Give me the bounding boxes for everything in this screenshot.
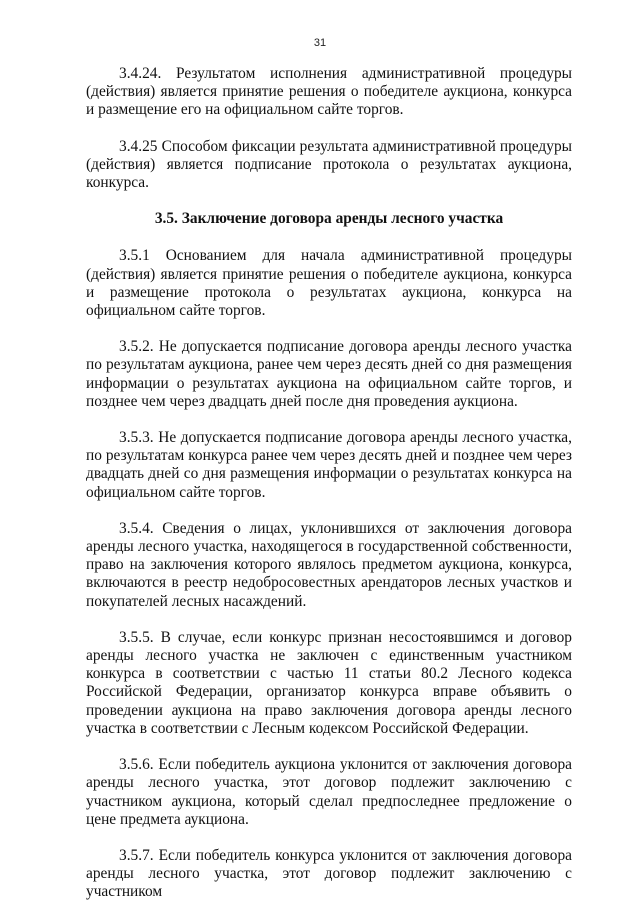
paragraph-3-5-7: 3.5.7. Если победитель конкурса уклонится от заключения договора аренды лесного участка, этот договор подлежит заключению с участником xyxy=(86,846,572,901)
paragraph-3-4-25: 3.4.25 Способом фиксации результата административной процедуры (действия) является подписание протокола о результатах аукциона, конкурса. xyxy=(86,137,572,192)
paragraph-3-5-6: 3.5.6. Если победитель аукциона уклонится от заключения договора аренды лесного участка, этот договор подлежит заключению с участником аукциона, который сделал предпоследнее предложение о цене предмета аукциона. xyxy=(86,756,572,828)
document-body xyxy=(86,65,572,920)
paragraph-3-5-5: 3.5.5. В случае, если конкурс признан несостоявшимся и договор аренды лесного участка не заключен с единственным участником конкурса в соответствии с частью 11 статьи 80.2 Лесного кодекса Российской Федерации, организатор конкурса вправе объявить о проведении аукциона на право заключения договора аренды лесного участка в соответствии с Лесным кодексом Российской Федерации. xyxy=(86,628,572,737)
paragraph-3-5-1: 3.5.1 Основанием для начала административной процедуры (действия) является принятие решения о победителе аукциона, конкурса и размещение протокола о результатах аукциона, конкурса на официальном сайте торгов. xyxy=(86,247,572,320)
section-heading: 3.5. Заключение договора аренды лесного участка xyxy=(154,210,504,228)
paragraph-3-4-24: 3.4.24. Результатом исполнения административной процедуры (действия) является принятие решения о победителе аукциона, конкурса и размещение его на официальном сайте торгов. xyxy=(86,65,572,119)
page-number: 31 xyxy=(313,37,327,49)
paragraph-3-5-4: 3.5.4. Сведения о лицах, уклонившихся от заключения договора аренды лесного участка, находящегося в государственной собственности, право на заключения которого являлось предметом аукциона, конкурса, включаются в реестр недобросовестных арендаторов лесных участков и покупателей лесных насаждений. xyxy=(86,519,572,610)
paragraph-3-5-2: 3.5.2. Не допускается подписание договора аренды лесного участка по результатам аукциона, ранее чем через десять дней со дня размещения информации о результатах аукциона на официальном сайте торгов, и позднее чем через двадцать дней после дня проведения аукциона. xyxy=(86,338,572,410)
paragraph-3-5-3: 3.5.3. Не допускается подписание договора аренды лесного участка, по результатам конкурса ранее чем через десять дней и позднее чем через двадцать дней со дня размещения информации о результатах конкурса на официальном сайте торгов. xyxy=(86,429,572,501)
